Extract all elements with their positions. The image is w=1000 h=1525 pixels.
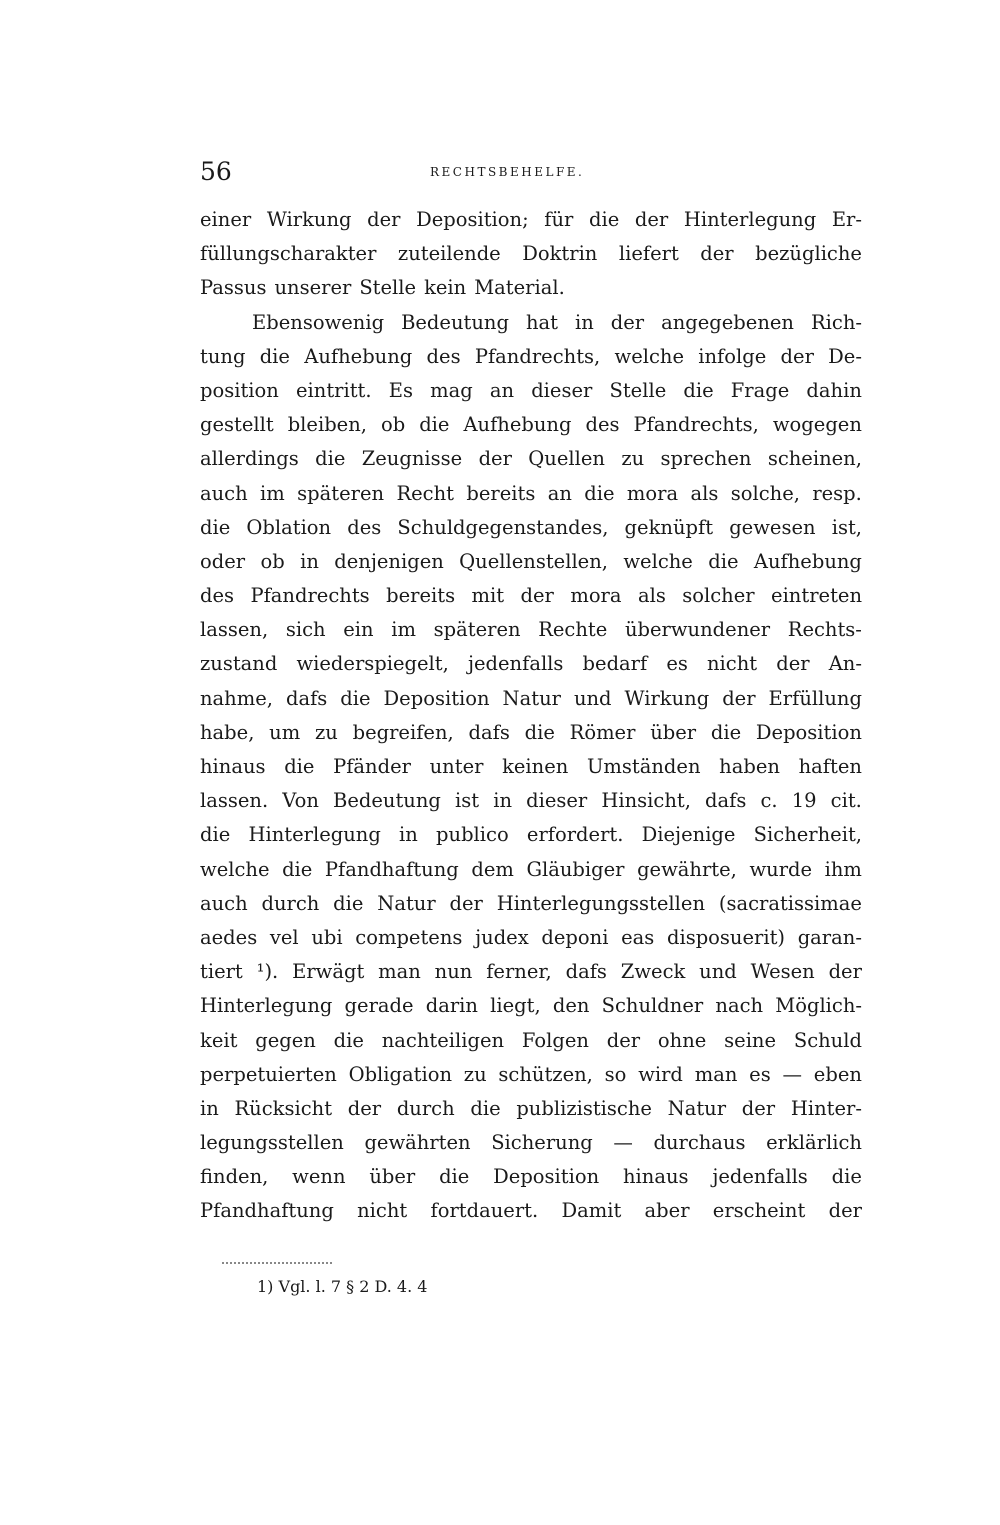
- word: finden,: [200, 1165, 269, 1189]
- word: solcher: [682, 584, 755, 608]
- word: habe,: [200, 720, 255, 744]
- word: Folgen: [521, 1028, 589, 1052]
- word: man: [378, 960, 421, 984]
- word: des: [426, 344, 461, 368]
- word: der: [828, 960, 862, 984]
- word: der: [741, 1096, 776, 1120]
- word: zustand: [200, 652, 278, 676]
- word: um: [269, 720, 301, 744]
- word: mora: [626, 481, 679, 505]
- word: Gläubiger: [526, 857, 625, 881]
- text-line: [200, 955, 862, 989]
- word: späteren: [297, 481, 385, 505]
- word: welche: [623, 549, 693, 573]
- text-line: [200, 408, 862, 442]
- word: haften: [798, 755, 862, 778]
- word: jedenfalls: [712, 1165, 808, 1189]
- word: späteren: [433, 618, 521, 642]
- word: Erwägt: [292, 960, 365, 984]
- text-line: [200, 682, 862, 716]
- word: Stelle: [609, 378, 667, 402]
- word: gegen: [255, 1028, 316, 1052]
- word: des: [585, 413, 620, 437]
- word: geknüpft: [624, 515, 714, 539]
- word: unter: [429, 755, 484, 778]
- word: cit.: [830, 789, 862, 813]
- paragraph: [200, 306, 862, 1229]
- word: Deposition;: [416, 208, 529, 231]
- word: durchaus: [653, 1131, 746, 1155]
- word: Wirkung: [624, 686, 710, 710]
- word: aedes: [200, 925, 258, 949]
- word: Hinterlegung: [248, 823, 381, 847]
- word: in: [493, 789, 512, 813]
- word: nach: [715, 994, 764, 1018]
- word: bezügliche: [755, 242, 862, 266]
- word: De-: [828, 344, 862, 368]
- word: der: [478, 447, 512, 471]
- paragraph: [200, 203, 862, 306]
- text-line: [200, 1126, 862, 1160]
- word: mit: [471, 584, 505, 608]
- word: Aufhebung: [463, 413, 572, 437]
- word: auch: [200, 481, 248, 505]
- text-line: [200, 237, 862, 271]
- word: Pfandhaftung: [200, 1199, 334, 1223]
- word: vel: [269, 925, 299, 949]
- word: Pfandrechts: [250, 584, 370, 608]
- word: den: [552, 994, 590, 1018]
- word: für: [544, 208, 574, 231]
- word: Stelle: [359, 276, 417, 300]
- word: Damit: [561, 1199, 622, 1223]
- word: der: [367, 208, 401, 231]
- word: Schuld: [793, 1028, 862, 1052]
- word: dem: [471, 857, 514, 881]
- word: des: [347, 515, 382, 539]
- word: gewährte,: [637, 857, 737, 881]
- word: mora: [570, 584, 622, 608]
- word: resp.: [812, 481, 862, 505]
- word: wiederspiegelt,: [296, 652, 449, 676]
- word: perpetuierten: [200, 1062, 337, 1086]
- word: Rich-: [810, 310, 862, 334]
- word: des: [200, 584, 235, 608]
- word: solche,: [730, 481, 800, 505]
- word: hinaus: [622, 1165, 689, 1189]
- word: die: [524, 720, 555, 744]
- word: Es: [388, 378, 413, 402]
- word: lassen.: [200, 789, 269, 813]
- word: die: [259, 344, 290, 368]
- word: wogegen: [772, 413, 862, 437]
- text-line: [200, 1058, 862, 1092]
- word: die: [470, 1096, 501, 1120]
- word: hinaus: [200, 755, 266, 778]
- text-line: [200, 340, 862, 374]
- word: garan-: [797, 925, 862, 949]
- word: Sicherung: [491, 1131, 593, 1155]
- word: publizistische: [516, 1096, 652, 1120]
- word: einer: [200, 208, 252, 231]
- word: dafs: [565, 960, 607, 984]
- word: der: [520, 584, 554, 608]
- footnote: 1) Vgl. l. 7 § 2 D. 4. 4: [257, 1277, 428, 1296]
- word: —: [613, 1131, 633, 1155]
- word: der: [606, 1028, 641, 1052]
- word: der: [449, 891, 483, 915]
- word: Bedeutung: [401, 310, 509, 334]
- word: Zeugnisse: [361, 447, 463, 471]
- word: unserer: [274, 276, 352, 300]
- word: die: [683, 378, 714, 402]
- word: Frage: [730, 378, 790, 402]
- word: die: [333, 891, 364, 915]
- word: gewesen: [729, 515, 816, 539]
- word: schützen,: [498, 1062, 593, 1086]
- word: Rechts-: [787, 618, 862, 642]
- word: nun: [434, 960, 473, 984]
- word: wenn: [292, 1165, 346, 1189]
- word: c.: [760, 789, 778, 813]
- text-line: [200, 853, 862, 887]
- word: die: [710, 720, 742, 744]
- text-line: [200, 1092, 862, 1126]
- word: Er-: [831, 208, 862, 231]
- word: aber: [644, 1199, 690, 1223]
- word: Natur: [667, 1096, 727, 1120]
- word: und: [699, 960, 737, 984]
- word: der: [780, 344, 814, 368]
- word: die: [200, 515, 231, 539]
- word: Deposition: [755, 720, 862, 744]
- word: Quellen: [528, 447, 605, 471]
- word: die: [831, 1165, 862, 1189]
- word: Möglich-: [775, 994, 862, 1018]
- word: —: [782, 1062, 803, 1086]
- word: an: [547, 481, 572, 505]
- word: liegt,: [490, 994, 541, 1018]
- word: die: [315, 447, 346, 471]
- text-line: [200, 306, 862, 340]
- word: und: [573, 686, 612, 710]
- word: Aufhebung: [753, 549, 862, 573]
- word: eben: [813, 1062, 862, 1086]
- word: ihm: [824, 857, 862, 881]
- text-line: [200, 716, 862, 750]
- word: haben: [719, 755, 780, 778]
- word: kein: [424, 276, 467, 300]
- text-line: [200, 784, 862, 818]
- word: Hinterlegung: [683, 208, 817, 231]
- body-text: [200, 203, 862, 1229]
- word: der: [722, 686, 756, 710]
- word: Oblation: [246, 515, 332, 539]
- word: liefert: [618, 242, 679, 266]
- word: nachteiligen: [381, 1028, 505, 1052]
- word: begreifen,: [352, 720, 454, 744]
- text-line: [200, 1024, 862, 1058]
- text-line: [200, 374, 862, 408]
- word: in: [300, 549, 319, 573]
- word: durch: [261, 891, 320, 915]
- word: auch: [200, 891, 248, 915]
- word: judex: [475, 925, 529, 949]
- word: lassen,: [200, 618, 269, 642]
- text-line: [200, 989, 862, 1023]
- word: die: [284, 755, 315, 778]
- text-line: [200, 1194, 862, 1228]
- word: die: [282, 857, 313, 881]
- word: Wesen: [750, 960, 815, 984]
- word: allerdings: [200, 447, 299, 471]
- word: Aufhebung: [304, 344, 413, 368]
- word: keinen: [502, 755, 569, 778]
- word: Material.: [474, 276, 565, 300]
- word: ob: [380, 413, 406, 437]
- word: Bedeutung: [333, 789, 441, 813]
- word: in: [200, 1096, 219, 1120]
- word: Pfänder: [333, 755, 411, 778]
- word: nicht: [707, 652, 758, 676]
- word: (sacratissimae: [718, 891, 862, 915]
- text-line: [200, 921, 862, 955]
- word: Schuldner: [601, 994, 704, 1018]
- text-line: [200, 579, 862, 613]
- word: ohne: [657, 1028, 707, 1052]
- word: im: [391, 618, 416, 642]
- footnote-rule: [222, 1262, 332, 1264]
- word: so: [604, 1062, 627, 1086]
- word: der: [610, 310, 645, 334]
- word: zu: [315, 720, 338, 744]
- word: die: [340, 686, 371, 710]
- word: darin: [425, 994, 478, 1018]
- word: an: [489, 378, 515, 402]
- word: überwundener: [624, 618, 771, 642]
- word: Wirkung: [266, 208, 352, 231]
- word: welche: [614, 344, 684, 368]
- word: als: [690, 481, 719, 505]
- word: bedarf: [582, 652, 648, 676]
- word: nahme,: [200, 686, 273, 710]
- word: Recht: [396, 481, 454, 505]
- word: position: [200, 378, 279, 402]
- word: Deposition: [493, 1165, 600, 1189]
- word: denjenigen: [334, 549, 444, 573]
- word: bleiben,: [287, 413, 367, 437]
- word: deponi: [541, 925, 609, 949]
- word: Zweck: [620, 960, 686, 984]
- word: zuteilende: [397, 242, 501, 266]
- word: competens: [355, 925, 463, 949]
- word: dafs: [705, 789, 747, 813]
- word: An-: [828, 652, 862, 676]
- word: eas: [621, 925, 655, 949]
- word: erklärlich: [766, 1131, 862, 1155]
- word: Pfandrechts,: [474, 344, 601, 368]
- word: Passus: [200, 276, 267, 300]
- word: dieser: [531, 378, 593, 402]
- text-line: [200, 442, 862, 476]
- word: bereits: [386, 584, 456, 608]
- word: angegebenen: [661, 310, 794, 334]
- word: Pfandrechts,: [633, 413, 759, 437]
- word: gestellt: [200, 413, 274, 437]
- word: erscheint: [712, 1199, 806, 1223]
- word: Schuldgegenstandes,: [397, 515, 609, 539]
- text-line: [200, 818, 862, 852]
- word: mag: [430, 378, 473, 402]
- word: fortdauert.: [430, 1199, 539, 1223]
- word: im: [260, 481, 285, 505]
- text-line: [200, 613, 862, 647]
- word: scheinen,: [767, 447, 862, 471]
- word: dieser: [526, 789, 588, 813]
- word: als: [637, 584, 666, 608]
- word: Deposition: [383, 686, 490, 710]
- word: keit: [200, 1028, 238, 1052]
- word: Hinterlegung: [200, 994, 333, 1018]
- word: Quellenstellen,: [459, 549, 608, 573]
- page-number: 56: [200, 157, 232, 186]
- word: die: [333, 1028, 364, 1052]
- word: eintreten: [771, 584, 862, 608]
- word: publico: [436, 823, 509, 847]
- word: wird: [638, 1062, 683, 1086]
- word: über: [650, 720, 697, 744]
- word: die: [589, 208, 620, 231]
- word: es: [666, 652, 688, 676]
- word: Hinterlegungsstellen: [496, 891, 706, 915]
- word: Sicherheit,: [753, 823, 862, 847]
- word: die: [419, 413, 450, 437]
- text-line: [200, 647, 862, 681]
- word: Von: [282, 789, 319, 813]
- word: ein: [343, 618, 374, 642]
- word: der: [776, 652, 810, 676]
- word: in: [574, 310, 594, 334]
- word: zu: [463, 1062, 487, 1086]
- word: die: [708, 549, 739, 573]
- word: ist,: [831, 515, 862, 539]
- running-head: RECHTSBEHELFE.: [430, 165, 585, 179]
- word: die: [439, 1165, 470, 1189]
- text-line: [200, 271, 862, 305]
- word: dafs: [285, 686, 328, 710]
- word: welche: [200, 857, 270, 881]
- word: Pfandhaftung: [324, 857, 459, 881]
- word: infolge: [698, 344, 767, 368]
- word: Obligation: [348, 1062, 453, 1086]
- word: tiert: [200, 960, 243, 984]
- word: Rechte: [538, 618, 608, 642]
- word: der: [634, 208, 669, 231]
- text-line: [200, 887, 862, 921]
- word: erfordert.: [526, 823, 624, 847]
- word: Natur: [377, 891, 436, 915]
- word: in: [399, 823, 418, 847]
- word: sich: [285, 618, 326, 642]
- word: ferner,: [486, 960, 552, 984]
- word: der: [828, 1199, 862, 1223]
- word: durch: [396, 1096, 455, 1120]
- word: 19: [791, 789, 817, 813]
- text-line: [200, 545, 862, 579]
- word: Rücksicht: [234, 1096, 333, 1120]
- word: eintritt.: [295, 378, 372, 402]
- word: die: [200, 823, 231, 847]
- word: oder: [200, 549, 246, 573]
- word: Römer: [569, 720, 636, 744]
- word: ob: [260, 549, 285, 573]
- word: man: [694, 1062, 738, 1086]
- word: dahin: [806, 378, 862, 402]
- word: Hinsicht,: [601, 789, 691, 813]
- word: füllungscharakter: [200, 242, 377, 266]
- word: nicht: [357, 1199, 408, 1223]
- text-line: [200, 203, 862, 237]
- word: die: [584, 481, 615, 505]
- word: dafs: [468, 720, 510, 744]
- word: bereits: [466, 481, 536, 505]
- word: der: [700, 242, 734, 266]
- word: tung: [200, 344, 246, 368]
- word: wurde: [749, 857, 813, 881]
- word: Erfüllung: [768, 686, 862, 710]
- word: zu: [621, 447, 645, 471]
- word: sprechen: [660, 447, 752, 471]
- word: legungsstellen: [200, 1131, 344, 1155]
- word: Ebensowenig: [252, 310, 385, 334]
- word: Diejenige: [641, 823, 736, 847]
- word: seine: [724, 1028, 777, 1052]
- text-line: [200, 511, 862, 545]
- word: Natur: [502, 686, 561, 710]
- word: jedenfalls: [467, 652, 564, 676]
- word: hat: [525, 310, 558, 334]
- word: ist: [455, 789, 480, 813]
- text-line: [200, 1160, 862, 1194]
- word: ¹).: [256, 960, 279, 984]
- text-line: [200, 477, 862, 511]
- word: Doktrin: [522, 242, 598, 266]
- word: über: [369, 1165, 416, 1189]
- word: Hinter-: [790, 1096, 862, 1120]
- word: gerade: [344, 994, 414, 1018]
- word: es: [749, 1062, 771, 1086]
- word: disposuerit): [666, 925, 786, 949]
- word: gewährten: [364, 1131, 471, 1155]
- word: der: [347, 1096, 382, 1120]
- word: ubi: [311, 925, 343, 949]
- text-line: [200, 750, 862, 784]
- word: Umständen: [586, 755, 701, 778]
